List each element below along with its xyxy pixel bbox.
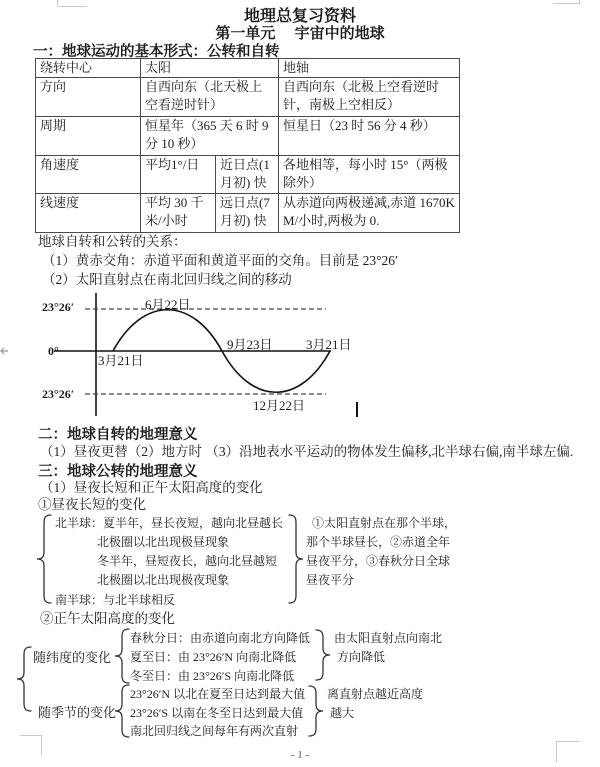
margin-arrow-icon: [0, 346, 10, 356]
daynight-right-line: 昼夜平分: [306, 573, 355, 587]
date-label-jun22: 6月22日: [145, 297, 191, 312]
daynight-right-line: 昼夜平分，③春秋分日全球: [306, 554, 451, 568]
part1-title: ①昼夜长短的变化: [38, 497, 146, 512]
page-number: - 1 -: [290, 749, 310, 761]
latitude-left-brace: [114, 628, 130, 684]
daynight-right-brace: [288, 514, 304, 604]
daynight-left-line: 北半球：夏半年，昼长夜短，越向北昼越长: [55, 516, 284, 530]
latitude-result-line: 由太阳直射点向南北: [334, 631, 443, 645]
season-item: 南北回归线之间每年有两次直射: [130, 724, 299, 738]
relation-item-1: （1）黄赤交角：赤道平面和黄道平面的交角。目前是 23°26′: [42, 253, 398, 268]
section1-heading: 一：地球运动的基本形式：公转和自转: [33, 44, 280, 60]
rotation-revolution-table: [35, 58, 460, 233]
daynight-right-line: 那个半球昼长，②赤道全年: [306, 535, 451, 549]
date-label-mar21-left: 3月21日: [98, 353, 144, 368]
table-cell: 恒星年（365 天 6 时 9 分 10 秒）: [141, 117, 279, 156]
bottom-left-corner-mark: [20, 735, 42, 736]
date-label-dec22: 12月22日: [253, 398, 306, 413]
table-cell: 方向: [36, 78, 141, 117]
table-cell: 地轴: [279, 59, 460, 78]
season-item: 23°26′S 以南在冬至日达到最大值: [130, 706, 304, 720]
section3-sub1: （1）昼夜长短和正午太阳高度的变化: [40, 480, 263, 495]
table-row: [36, 78, 460, 117]
season-item: 23°26′N 以北在夏至日达到最大值: [130, 687, 306, 701]
unit-subtitle: 第一单元 宇宙中的地球: [215, 25, 385, 42]
season-result-line: 越大: [330, 706, 355, 720]
daynight-left-line: 南半球：与北半球相反: [55, 593, 176, 607]
daynight-right-line: ①太阳直射点在那个半球，: [312, 516, 457, 530]
daynight-left-line: 北极圈以北出现极夜现象: [97, 573, 230, 587]
table-row: [36, 194, 460, 233]
section3-heading: 三：地球公转的地理意义: [38, 464, 198, 480]
text-cursor: [356, 402, 358, 417]
table-cell: 平均 30 千米/小时: [141, 194, 216, 233]
page-title: 地理总复习资料: [243, 8, 356, 25]
table-cell: 周期: [36, 117, 141, 156]
section2-heading: 二：地球自转的地理意义: [38, 427, 198, 443]
table-cell: 太阳: [141, 59, 279, 78]
latitude-result-line: 方向降低: [337, 650, 386, 664]
daynight-left-line: 冬半年，昼短夜长，越向北昼越短: [97, 554, 278, 568]
latitude-change-label: 随纬度的变化: [33, 650, 112, 665]
table-cell: 恒星日（23 时 56 分 4 秒）: [279, 117, 460, 156]
latitude-right-brace: [315, 629, 331, 681]
daynight-left-brace: [36, 514, 52, 604]
season-change-label: 随季节的变化: [38, 705, 117, 720]
bottom-right-corner-mark: [556, 741, 579, 742]
table-row: [36, 117, 460, 156]
season-right-brace: [308, 685, 324, 737]
lat-top-label: 23°26′: [42, 300, 75, 314]
table-cell: 平均1°/日: [141, 156, 216, 194]
season-result-line: 离直射点越近高度: [327, 687, 424, 701]
section2-line: （1）昼夜更替（2）地方时 （3）沿地表水平运动的物体发生偏移,北半球右偏,南半球左偏.: [40, 444, 574, 459]
season-left-brace: [114, 684, 130, 738]
table-cell: 自西向东（北天极上空看逆时针）: [141, 78, 279, 117]
noon-big-left-brace: [16, 646, 32, 712]
table-cell: 角速度: [36, 156, 141, 194]
table-cell: 绕转中心: [36, 59, 141, 78]
table-cell: 从赤道向两极递减,赤道 1670KM/小时,两极为 0.: [279, 194, 460, 233]
date-label-mar21-right: 3月21日: [306, 337, 352, 352]
table-cell: 各地相等，每小时 15°（两极除外）: [279, 156, 460, 194]
table-row: [36, 156, 460, 194]
table-cell: 远日点(7月初) 快: [216, 194, 279, 233]
relation-item-2: （2）太阳直射点在南北回归线之间的移动: [42, 272, 292, 287]
table-cell: 自西向东（北极上空看逆时针，南极上空相反）: [279, 78, 460, 117]
latitude-item: 春秋分日：由赤道向南北方向降低: [130, 631, 311, 645]
daynight-left-line: 北极圈以北出现极昼现象: [97, 535, 230, 549]
table-cell: 近日点(1月初) 快: [216, 156, 279, 194]
latitude-item: 夏至日：由 23°26′N 向南北降低: [130, 650, 297, 664]
relation-title: 地球自转和公转的关系：: [38, 234, 187, 249]
table-row: [36, 59, 460, 78]
table-cell: 线速度: [36, 194, 141, 233]
date-label-sep23: 9月23日: [227, 337, 273, 352]
lat-bottom-label: 23°26′: [42, 387, 75, 401]
latitude-item: 冬至日：由 23°26′S 向南北降低: [130, 669, 295, 683]
lat-zero-label: 0°: [48, 344, 59, 358]
part2-title: ②正午太阳高度的变化: [40, 611, 175, 626]
